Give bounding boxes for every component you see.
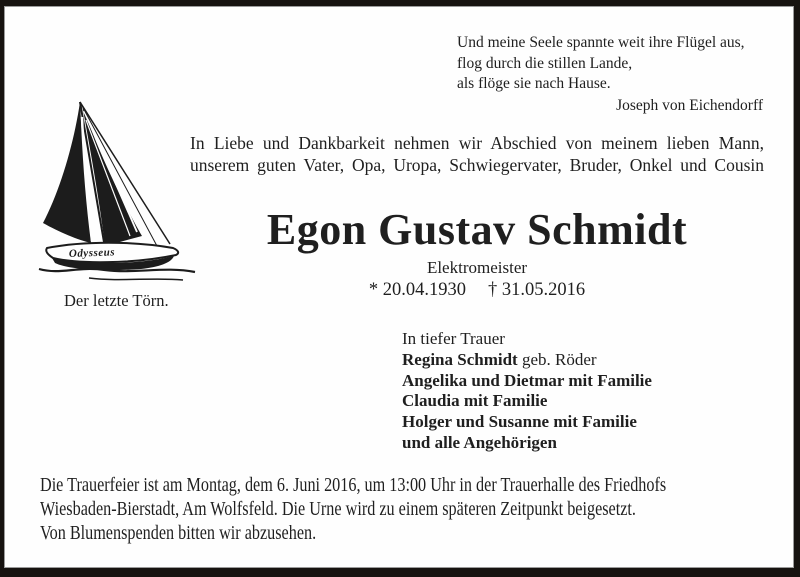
mourner-name: Holger und Susanne mit Familie (402, 412, 637, 432)
intro-line: In Liebe und Dankbarkeit nehmen wir Abschied von meinem lieben Mann, (190, 133, 764, 153)
poem-line: als flöge sie nach Hause. (457, 75, 611, 93)
mourners-heading: In tiefer Trauer (402, 329, 505, 348)
intro-line: unserem guten Vater, Opa, Uropa, Schwiegervater, Bruder, Onkel und Cousin (190, 154, 764, 175)
sailboat-illustration (33, 95, 203, 285)
mourner-name: Angelika und Dietmar mit Familie (402, 370, 652, 390)
poem-line: Und meine Seele spannte weit ihre Flügel aus, (457, 34, 745, 51)
poem-attribution: Joseph von Eichendorff (616, 96, 763, 114)
life-dates (180, 280, 774, 301)
mourners-block (402, 329, 652, 454)
funeral-line: Von Blumenspenden bitten wir abzusehen. (40, 523, 317, 545)
poem-line: flog durch die stillen Lande, (457, 54, 633, 72)
water-wave (89, 278, 183, 280)
boat-name-text: Odysseus (68, 246, 116, 260)
deceased-profession: Elektromeister (426, 258, 528, 277)
mourner-name: Regina Schmidt (402, 349, 518, 369)
mourner-suffix: geb. Röder (517, 349, 597, 369)
intro-paragraph (190, 133, 764, 177)
mourner-line (402, 412, 652, 433)
poem-block (457, 33, 763, 116)
deceased-name: Egon Gustav Schmidt (266, 205, 688, 254)
mourner-line (402, 350, 652, 371)
sailboat-icon (33, 95, 203, 285)
funeral-line: Die Trauerfeier ist am Montag, dem 6. Juni 2016, um 13:00 Uhr in der Trauerhalle des Friedhofs (40, 475, 667, 496)
death-date: † 31.05.2016 (488, 280, 586, 300)
funeral-line: Wiesbaden-Bierstadt, Am Wolfsfeld. Die Urne wird zu einem späteren Zeitpunkt beigesetzt. (40, 499, 636, 521)
funeral-details (40, 474, 729, 547)
boat-caption: Der letzte Törn. (64, 291, 169, 310)
mourner-name: Claudia mit Familie (402, 391, 548, 411)
mourner-line (402, 371, 652, 392)
mourner-line (402, 391, 652, 412)
mourner-line (402, 433, 652, 454)
birth-date: * 20.04.1930 (368, 280, 466, 300)
mourner-name: und alle Angehörigen (402, 432, 557, 452)
